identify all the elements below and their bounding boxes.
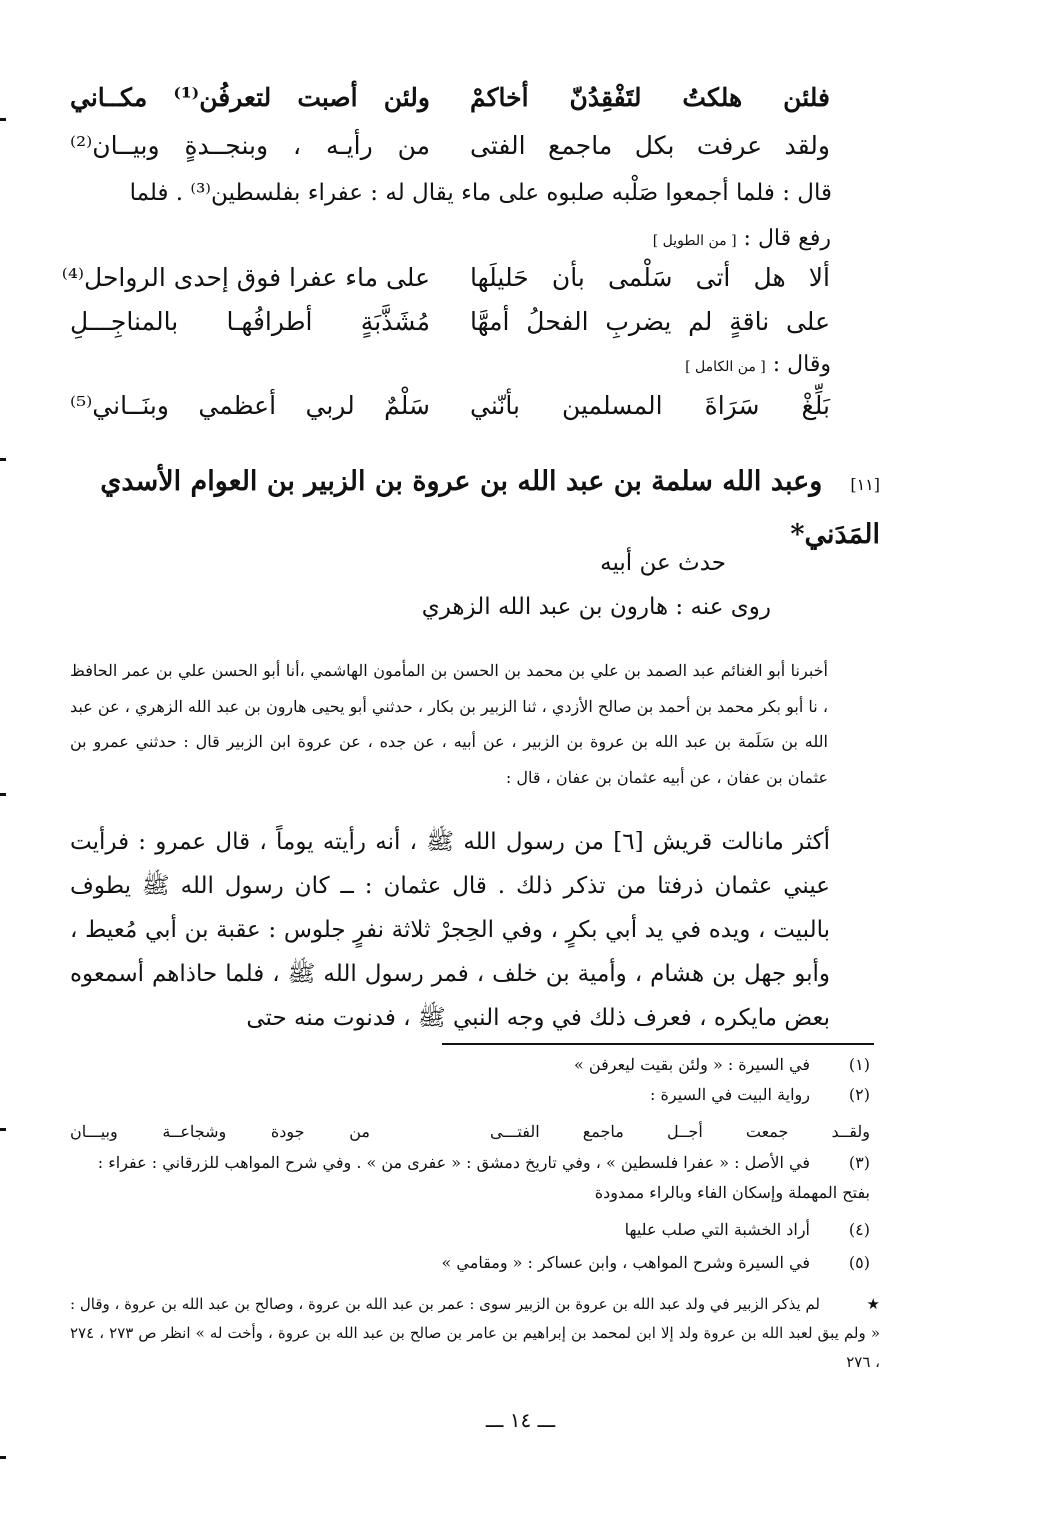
poetic-meter-label: [ من الكامل ] <box>685 359 766 375</box>
footnote-number: (١) <box>848 1055 870 1074</box>
footnote-verse-second-hemistich: من جودة وشجاعــة وبيـــان <box>70 1122 370 1141</box>
entry-heading <box>70 457 880 550</box>
biographical-footnote <box>70 1290 880 1377</box>
verse-second-hemistich: على ماء عفرا فوق إحدى الرواحل⁽⁴⁾ <box>61 263 430 292</box>
verse-first-hemistich: بَلِّغْ سَرَاةَ المسلمين بأنّني <box>470 391 830 420</box>
footnote-separator <box>442 1043 874 1045</box>
footnote-4 <box>70 1215 870 1245</box>
entry-number: [١١] <box>850 475 880 494</box>
footnote-number: (٤) <box>848 1220 870 1239</box>
verse-intro <box>653 226 831 251</box>
footnote-text: في السيرة : « ولئن بقيت ليعرفن » <box>574 1055 810 1074</box>
verse-intro <box>685 352 831 377</box>
scan-margin-mark <box>0 458 6 461</box>
footnote-verse <box>70 1117 870 1147</box>
page-number: ـــ ١٤ ـــ <box>485 1408 556 1432</box>
scan-margin-mark <box>0 1128 6 1131</box>
footnote-text: لم يذكر الزبير في ولد عبد الله بن عروة بن الزبير سوى : عمر بن عبد الله بن عروة ، وصالح بن عبد الله بن عروة ، وقال : « ولم يبق لعبد الله بن عروة ولد إلا ابن لمحمد بن إبراهيم بن عامر بن صالح بن عبد الله بن عروة ، وأخت له » انظر ص ٢٧٣ ، ٢٧٤ ، ٢٧٦ <box>70 1295 880 1371</box>
scan-margin-mark <box>0 793 6 796</box>
verse-intro-label: رفع قال : <box>743 226 831 251</box>
footnote-number: (٢) <box>848 1085 870 1104</box>
scan-margin-mark <box>0 1456 6 1459</box>
poem-verse <box>61 256 830 300</box>
footnote-text: رواية البيت في السيرة : <box>650 1085 810 1104</box>
poem-verse <box>70 300 830 344</box>
footnote-verse-first-hemistich: ولقــد جمعت أجــل ماجمع الفتـــى <box>490 1122 870 1141</box>
footnote-2 <box>70 1080 870 1110</box>
footnote-5 <box>70 1248 870 1278</box>
isnad-paragraph: أخبرنا أبو الغنائم عبد الصمد بن علي بن محمد بن الحسن بن المأمون الهاشمي ،أنا أبو الحسن علي بن عمر الحافظ ، نا أبو بكر محمد بن أحمد بن صالح الأزدي ، ثنا الزبير بن بكار ، حدثني أبو يحيى هارون بن عبد الله الزهري ، عن عبد الله بن سَلَمة بن عبد الله بن عروة بن الزبير ، عن أبيه ، عن جده ، عن عروة ابن الزبير قال : حدثني عمرو بن عثمان بن عفان ، عن أبيه عثمان بن عفان ، قال : <box>70 661 829 787</box>
entry-title: وعبد الله سلمة بن عبد الله بن عروة بن الزبير بن العوام الأسدي المَدَني* <box>100 466 880 550</box>
footnote-text: في الأصل : « عفرا فلسطين » ، وفي تاريخ دمشق : « عفرى من » . وفي شرح المواهب للزرقاني : عفراء : بفتح المهملة وإسكان الفاء وبالراء ممدودة <box>97 1153 870 1202</box>
poem-verse <box>70 384 830 428</box>
footnote-text: في السيرة وشرح المواهب ، وابن عساكر : « ومقامي » <box>441 1253 810 1272</box>
verse-first-hemistich: فلئن هلكتُ لتَفْقِدُنّ أخاكمْ <box>470 83 830 112</box>
verse-first-hemistich: ألا هل أتى سَلْمى بأن حَليلَها <box>470 263 830 292</box>
verse-first-hemistich: ولقد عرفت بكل ماجمع الفتى <box>470 131 830 160</box>
footnote-number: (٥) <box>848 1253 870 1272</box>
star-marker: ★ <box>866 1295 880 1313</box>
footnote-3 <box>70 1148 870 1208</box>
verse-intro-label: وقال : <box>772 352 831 377</box>
verse-second-hemistich: ولئن أصبت لتعرفُن⁽¹⁾ مكــاني <box>70 83 430 112</box>
poem-verse <box>70 124 830 168</box>
footnote-number: (٣) <box>848 1153 870 1172</box>
narration-line: قال : فلما أجمعوا صَلْبه صلبوه على ماء يقال له : عفراء بفلسطين⁽³⁾ . فلما <box>129 180 832 206</box>
main-narration: أكثر مانالت قريش [٦] من رسول الله ﷺ ، أنه رأيته يوماً ، قال عمرو : فرأيت عيني عثمان ذرفتا من تذكر ذلك . قال عثمان : ــ كان رسول الله ﷺ يطوف بالبيت ، ويده في يد أبي بكرٍ ، وفي الحِجرْ ثلاثة نفرٍ جلوس : عقبة بن أبي مُعيط ، وأبو جهل بن هشام ، وأمية بن خلف ، فمر رسول الله ﷺ ، فلما حاذاهم أسمعوه بعض مايكره ، فعرف ذلك في وجه النبي ﷺ ، فدنوت منه حتى <box>70 829 830 1031</box>
verse-second-hemistich: من رأيـه ، وبنجــدةٍ وبيــان⁽²⁾ <box>70 131 430 160</box>
poetic-meter-label: [ من الطويل ] <box>652 233 737 249</box>
scan-margin-mark <box>0 118 6 121</box>
footnote-1 <box>70 1050 870 1080</box>
verse-second-hemistich: سَلْمٌ لربي أعظمي وبنَــاني⁽⁵⁾ <box>70 391 430 420</box>
narrated-from-line: حدث عن أبيه <box>600 550 726 576</box>
poem-verse <box>70 76 830 120</box>
footnote-text: أراد الخشبة التي صلب عليها <box>624 1220 810 1239</box>
verse-second-hemistich: مُشَذَّبَةٍ أطرافُهـا بالمناجِـــلِ <box>70 307 430 336</box>
verse-first-hemistich: على ناقةٍ لم يضربِ الفحلُ أمهَّا <box>470 307 830 336</box>
narrated-by-line: روى عنه : هارون بن عبد الله الزهري <box>421 594 771 620</box>
